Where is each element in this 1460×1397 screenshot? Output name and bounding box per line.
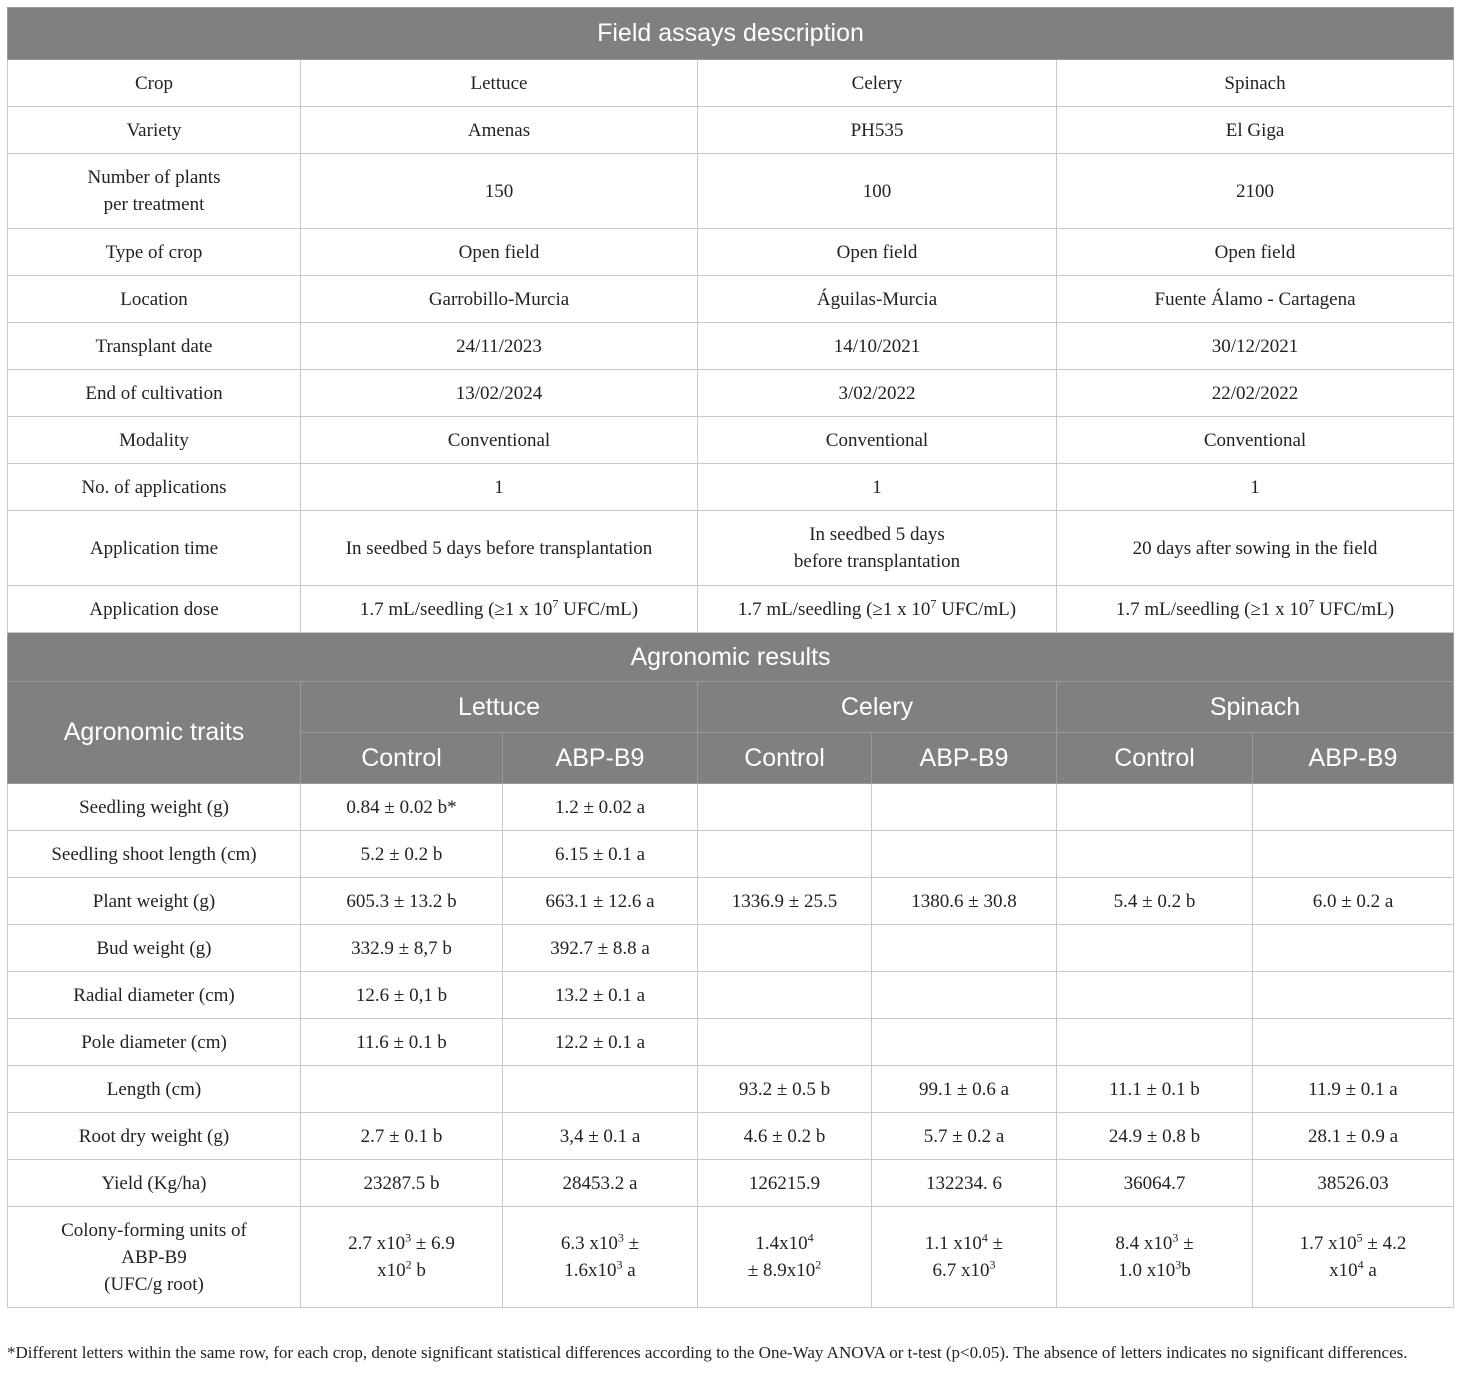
cfu-text: 6.3 x10 xyxy=(560,1233,618,1254)
lettuce-cell: 150 xyxy=(301,154,698,229)
control-header: Control xyxy=(1057,733,1253,784)
value-cell: 392.7 ± 8.8 a xyxy=(503,925,698,972)
lettuce-cell: In seedbed 5 days before transplantation xyxy=(301,511,698,586)
value-cell: 12.6 ± 0,1 b xyxy=(301,972,503,1019)
celery-cell: Open field xyxy=(698,229,1057,276)
spinach-cell: El Giga xyxy=(1057,107,1454,154)
trait-label-line: (UFC/g root) xyxy=(104,1273,204,1295)
row-label: Modality xyxy=(8,417,301,464)
value-cell xyxy=(1253,972,1454,1019)
value-cell xyxy=(872,1207,1057,1308)
spinach-cell: Spinach xyxy=(1057,60,1454,107)
treatment-header: ABP-B9 xyxy=(872,733,1057,784)
trait-label: Bud weight (g) xyxy=(8,925,301,972)
value-cell xyxy=(1253,925,1454,972)
value-cell xyxy=(1057,1207,1253,1308)
trait-label: Root dry weight (g) xyxy=(8,1113,301,1160)
agro-title-row xyxy=(8,633,1454,682)
table-row xyxy=(8,154,1454,229)
row-label: Application dose xyxy=(8,586,301,633)
table-row xyxy=(8,831,1454,878)
celery-cell: 14/10/2021 xyxy=(698,323,1057,370)
table-row xyxy=(8,1160,1454,1207)
celery-cell: 1 xyxy=(698,464,1057,511)
value-cell: 11.9 ± 0.1 a xyxy=(1253,1066,1454,1113)
value-cell xyxy=(503,1066,698,1113)
table-row xyxy=(8,511,1454,586)
celery-cell: PH535 xyxy=(698,107,1057,154)
treatment-header: ABP-B9 xyxy=(1253,733,1454,784)
value-cell xyxy=(872,972,1057,1019)
trait-label: Radial diameter (cm) xyxy=(8,972,301,1019)
table-footnote: *Different letters within the same row, for each crop, denote significant statistical differences according to the One-Way ANOVA or t-test (p<0.05). The absence of letters indicates no significant differences. xyxy=(7,1343,1408,1362)
lettuce-cell: 1 xyxy=(301,464,698,511)
value-cell: 2.7 ± 0.1 b xyxy=(301,1113,503,1160)
row-label: Location xyxy=(8,276,301,323)
cell-line: before transplantation xyxy=(793,551,961,572)
celery-cell: Celery xyxy=(698,60,1057,107)
table-row xyxy=(8,1019,1454,1066)
control-header: Control xyxy=(698,733,872,784)
value-cell: 11.6 ± 0.1 b xyxy=(301,1019,503,1066)
value-cell: 24.9 ± 0.8 b xyxy=(1057,1113,1253,1160)
dose-text: UFC/mL) xyxy=(936,598,1017,620)
value-cell xyxy=(1057,1019,1253,1066)
cfu-text: b xyxy=(1181,1260,1191,1281)
lettuce-cell: 24/11/2023 xyxy=(301,323,698,370)
cfu-exponent: 4 xyxy=(981,1230,988,1245)
value-cell: 126215.9 xyxy=(698,1160,872,1207)
control-header: Control xyxy=(301,733,503,784)
table-row xyxy=(8,586,1454,633)
trait-label: Plant weight (g) xyxy=(8,878,301,925)
table-row xyxy=(8,878,1454,925)
table-row xyxy=(8,370,1454,417)
table-row xyxy=(8,60,1454,107)
cfu-text: a xyxy=(622,1260,636,1281)
cfu-text: ± xyxy=(987,1233,1004,1254)
trait-label: Seedling shoot length (cm) xyxy=(8,831,301,878)
value-cell xyxy=(698,831,872,878)
cfu-text: 8.4 x10 xyxy=(1115,1233,1173,1254)
value-cell xyxy=(872,831,1057,878)
cfu-text: ± 6.9 xyxy=(411,1233,455,1254)
value-cell xyxy=(1253,1019,1454,1066)
cfu-text: 6.7 x10 xyxy=(932,1260,990,1281)
spinach-cell: 22/02/2022 xyxy=(1057,370,1454,417)
table-row xyxy=(8,229,1454,276)
value-cell: 4.6 ± 0.2 b xyxy=(698,1113,872,1160)
table-row xyxy=(8,1207,1454,1308)
lettuce-cell: Garrobillo-Murcia xyxy=(301,276,698,323)
cfu-exponent: 2 xyxy=(405,1257,412,1272)
table-row xyxy=(8,107,1454,154)
trait-label xyxy=(8,1207,301,1308)
row-label: Application time xyxy=(8,511,301,586)
value-cell xyxy=(1057,831,1253,878)
celery-cell: Águilas-Murcia xyxy=(698,276,1057,323)
celery-cell: 3/02/2022 xyxy=(698,370,1057,417)
table-row xyxy=(8,464,1454,511)
row-label xyxy=(8,154,301,229)
table-row xyxy=(8,972,1454,1019)
cfu-exponent: 3 xyxy=(1172,1230,1179,1245)
dose-text: 1.7 mL/seedling (≥1 x 10 xyxy=(1115,598,1309,620)
dose-text: 1.7 mL/seedling (≥1 x 10 xyxy=(737,598,931,620)
value-cell xyxy=(1253,784,1454,831)
spinach-cell: Fuente Álamo - Cartagena xyxy=(1057,276,1454,323)
trait-label: Yield (Kg/ha) xyxy=(8,1160,301,1207)
row-label-line: Number of plants xyxy=(87,167,221,188)
dose-exponent: 7 xyxy=(552,596,559,611)
row-label: Transplant date xyxy=(8,323,301,370)
cfu-text: 1.1 x10 xyxy=(924,1233,982,1254)
row-label: Type of crop xyxy=(8,229,301,276)
celery-cell: Conventional xyxy=(698,417,1057,464)
value-cell: 23287.5 b xyxy=(301,1160,503,1207)
value-cell: 332.9 ± 8,7 b xyxy=(301,925,503,972)
crop-header-row xyxy=(8,682,1454,733)
dose-exponent: 7 xyxy=(1308,596,1315,611)
lettuce-cell: 13/02/2024 xyxy=(301,370,698,417)
value-cell xyxy=(301,1207,503,1308)
cfu-text: a xyxy=(1363,1260,1377,1281)
value-cell xyxy=(698,1207,872,1308)
dose-text: UFC/mL) xyxy=(558,598,639,620)
value-cell: 28.1 ± 0.9 a xyxy=(1253,1113,1454,1160)
table-row xyxy=(8,417,1454,464)
spinach-header: Spinach xyxy=(1057,682,1454,733)
cfu-text: 1.4x10 xyxy=(755,1233,808,1254)
dose-text: 1.7 mL/seedling (≥1 x 10 xyxy=(359,598,553,620)
value-cell xyxy=(1057,784,1253,831)
row-label: Crop xyxy=(8,60,301,107)
trait-label-line: Colony-forming units of xyxy=(61,1219,247,1241)
value-cell: 1336.9 ± 25.5 xyxy=(698,878,872,925)
spinach-cell xyxy=(1057,586,1454,633)
spinach-cell: 1 xyxy=(1057,464,1454,511)
value-cell: 99.1 ± 0.6 a xyxy=(872,1066,1057,1113)
row-label-line: per treatment xyxy=(103,194,205,215)
lettuce-cell: Amenas xyxy=(301,107,698,154)
value-cell xyxy=(698,925,872,972)
cfu-text: b xyxy=(411,1260,426,1281)
value-cell: 38526.03 xyxy=(1253,1160,1454,1207)
value-cell xyxy=(698,972,872,1019)
cfu-exponent: 2 xyxy=(815,1257,822,1272)
value-cell: 6.15 ± 0.1 a xyxy=(503,831,698,878)
treatment-header: ABP-B9 xyxy=(503,733,698,784)
agronomic-results-title: Agronomic results xyxy=(8,633,1454,682)
value-cell xyxy=(1253,831,1454,878)
row-label: No. of applications xyxy=(8,464,301,511)
value-cell xyxy=(1253,1207,1454,1308)
value-cell: 5.4 ± 0.2 b xyxy=(1057,878,1253,925)
table-row xyxy=(8,1113,1454,1160)
value-cell: 13.2 ± 0.1 a xyxy=(503,972,698,1019)
celery-header: Celery xyxy=(698,682,1057,733)
table-row xyxy=(8,784,1454,831)
table-row xyxy=(8,925,1454,972)
spinach-cell: 30/12/2021 xyxy=(1057,323,1454,370)
celery-cell: 100 xyxy=(698,154,1057,229)
value-cell: 5.7 ± 0.2 a xyxy=(872,1113,1057,1160)
table-row xyxy=(8,276,1454,323)
value-cell: 3,4 ± 0.1 a xyxy=(503,1113,698,1160)
dose-exponent: 7 xyxy=(930,596,937,611)
cfu-text: 1.7 x10 xyxy=(1299,1233,1357,1254)
value-cell xyxy=(698,1019,872,1066)
cfu-text: 1.6x10 xyxy=(564,1260,617,1281)
lettuce-cell: Lettuce xyxy=(301,60,698,107)
value-cell xyxy=(1057,972,1253,1019)
value-cell xyxy=(872,925,1057,972)
value-cell xyxy=(872,1019,1057,1066)
value-cell: 93.2 ± 0.5 b xyxy=(698,1066,872,1113)
value-cell: 0.84 ± 0.02 b* xyxy=(301,784,503,831)
celery-cell xyxy=(698,586,1057,633)
cfu-text: ± xyxy=(1178,1233,1194,1254)
value-cell xyxy=(872,784,1057,831)
cfu-exponent: 3 xyxy=(617,1230,624,1245)
value-cell: 5.2 ± 0.2 b xyxy=(301,831,503,878)
cfu-text: x10 xyxy=(377,1260,406,1281)
cfu-text: ± 8.9x10 xyxy=(747,1260,816,1281)
cfu-exponent: 4 xyxy=(1357,1257,1364,1272)
lettuce-cell xyxy=(301,586,698,633)
trait-label: Seedling weight (g) xyxy=(8,784,301,831)
value-cell xyxy=(301,1066,503,1113)
cfu-exponent: 3 xyxy=(1175,1257,1182,1272)
value-cell: 28453.2 a xyxy=(503,1160,698,1207)
trait-label-line: ABP-B9 xyxy=(121,1246,187,1268)
value-cell: 1380.6 ± 30.8 xyxy=(872,878,1057,925)
value-cell: 6.0 ± 0.2 a xyxy=(1253,878,1454,925)
value-cell: 663.1 ± 12.6 a xyxy=(503,878,698,925)
cfu-exponent: 5 xyxy=(1356,1230,1363,1245)
table-container xyxy=(7,7,1453,1308)
agronomic-traits-header: Agronomic traits xyxy=(8,682,301,784)
lettuce-header: Lettuce xyxy=(301,682,698,733)
cfu-text: ± xyxy=(623,1233,640,1254)
value-cell: 605.3 ± 13.2 b xyxy=(301,878,503,925)
spinach-cell: 20 days after sowing in the field xyxy=(1057,511,1454,586)
spinach-cell: Open field xyxy=(1057,229,1454,276)
value-cell xyxy=(1057,925,1253,972)
spinach-cell: Conventional xyxy=(1057,417,1454,464)
cfu-exponent: 3 xyxy=(405,1230,412,1245)
value-cell: 132234. 6 xyxy=(872,1160,1057,1207)
spinach-cell: 2100 xyxy=(1057,154,1454,229)
value-cell: 12.2 ± 0.1 a xyxy=(503,1019,698,1066)
cfu-text: 1.0 x10 xyxy=(1118,1260,1176,1281)
cfu-exponent: 3 xyxy=(989,1257,996,1272)
cfu-exponent: 4 xyxy=(807,1230,814,1245)
trait-label: Length (cm) xyxy=(8,1066,301,1113)
value-cell: 36064.7 xyxy=(1057,1160,1253,1207)
celery-cell xyxy=(698,511,1057,586)
row-label: End of cultivation xyxy=(8,370,301,417)
cfu-text: 2.7 x10 xyxy=(348,1233,406,1254)
dose-text: UFC/mL) xyxy=(1314,598,1395,620)
table-row xyxy=(8,323,1454,370)
lettuce-cell: Open field xyxy=(301,229,698,276)
value-cell xyxy=(503,1207,698,1308)
field-title-row xyxy=(8,8,1454,60)
value-cell xyxy=(698,784,872,831)
value-cell: 1.2 ± 0.02 a xyxy=(503,784,698,831)
field-assays-table xyxy=(7,7,1454,1308)
cfu-text: x10 xyxy=(1329,1260,1358,1281)
field-assays-title: Field assays description xyxy=(8,8,1454,60)
value-cell: 11.1 ± 0.1 b xyxy=(1057,1066,1253,1113)
table-row xyxy=(8,1066,1454,1113)
cfu-text: ± 4.2 xyxy=(1362,1233,1407,1254)
cell-line: In seedbed 5 days xyxy=(809,524,945,545)
trait-label: Pole diameter (cm) xyxy=(8,1019,301,1066)
row-label: Variety xyxy=(8,107,301,154)
lettuce-cell: Conventional xyxy=(301,417,698,464)
cfu-exponent: 3 xyxy=(616,1257,623,1272)
